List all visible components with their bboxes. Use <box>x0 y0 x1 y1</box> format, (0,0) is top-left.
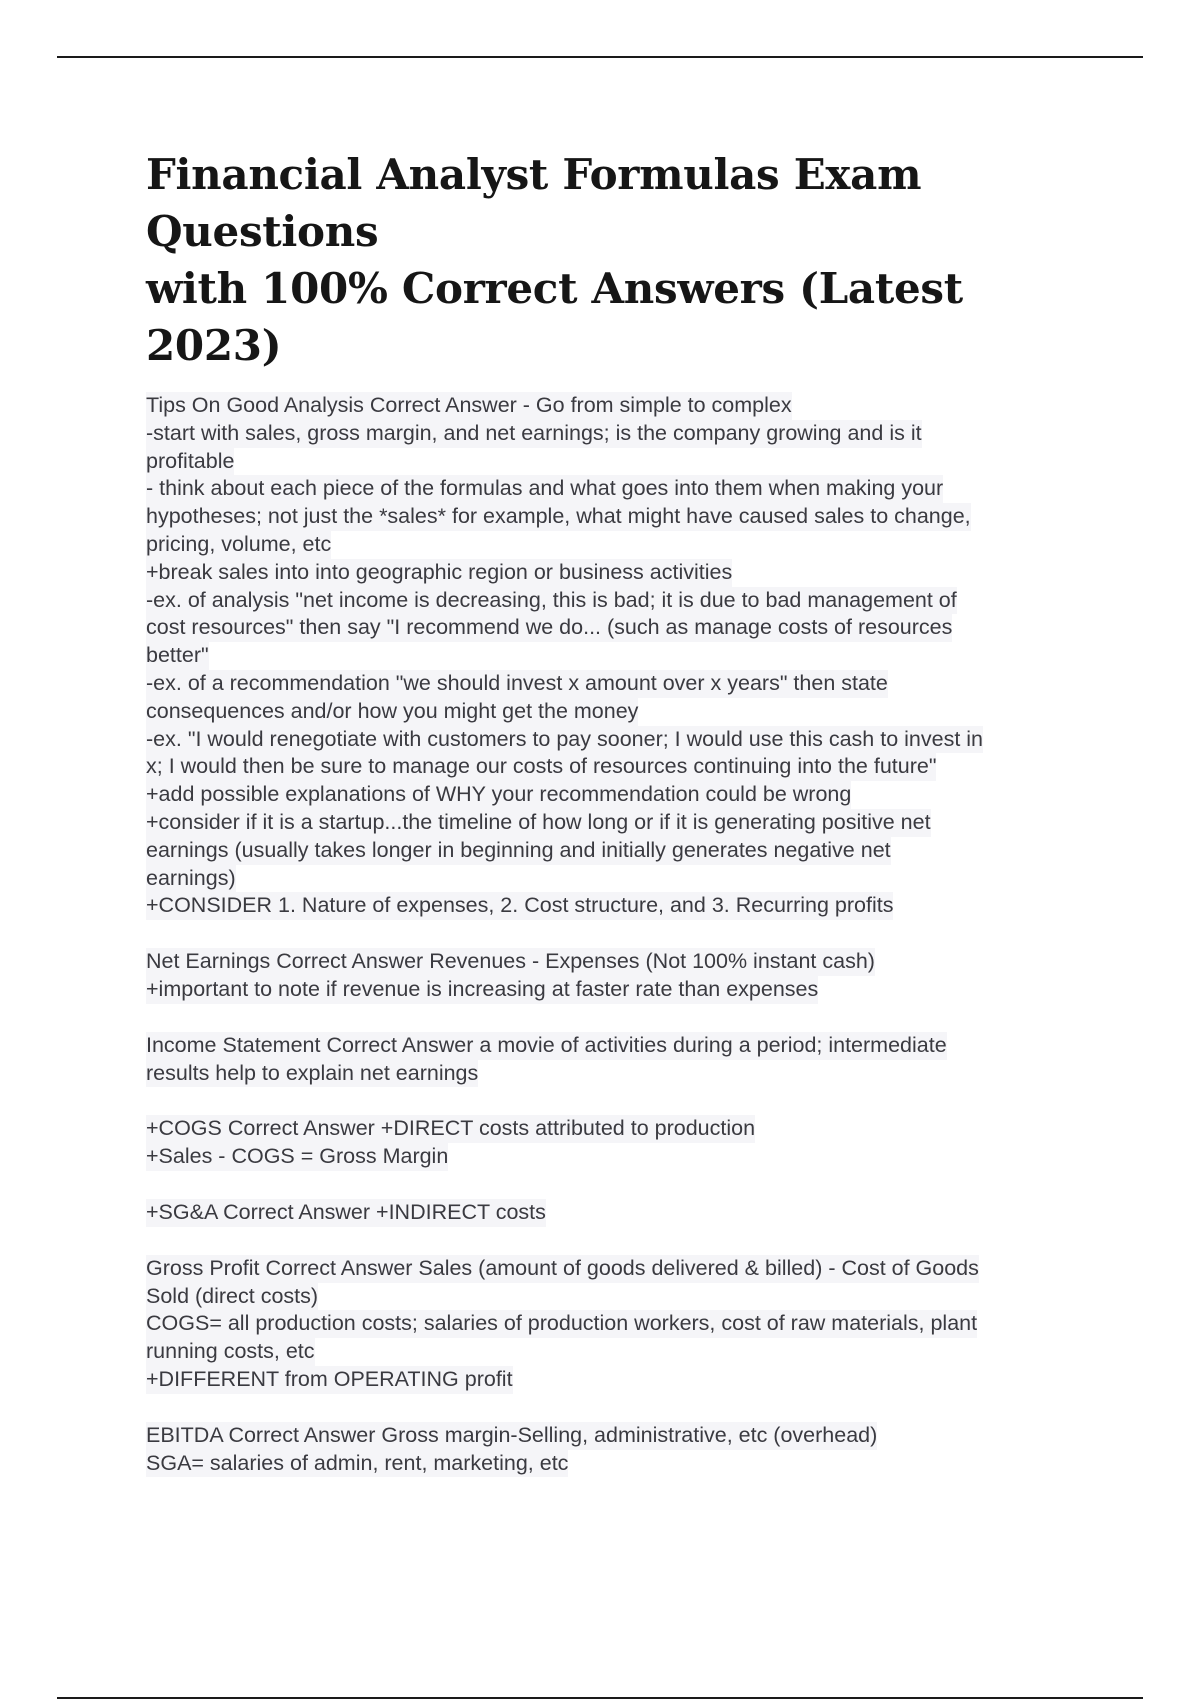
qa-text-line: consequences and/or how you might get the money <box>146 698 638 726</box>
qa-text-line: +important to note if revenue is increasing at faster rate than expenses <box>146 976 818 1004</box>
qa-text-line: +SG&A Correct Answer +INDIRECT costs <box>146 1199 546 1227</box>
qa-text-line: pricing, volume, etc <box>146 531 331 559</box>
qa-block <box>146 1422 1096 1478</box>
bottom-divider <box>57 1697 1143 1699</box>
qa-text-line: -ex. of a recommendation "we should invest x amount over x years" then state <box>146 670 888 698</box>
qa-text-line: Income Statement Correct Answer a movie of activities during a period; intermediate <box>146 1032 947 1060</box>
qa-text-line: running costs, etc <box>146 1338 315 1366</box>
qa-text-line: COGS= all production costs; salaries of production workers, cost of raw materials, plant <box>146 1310 977 1338</box>
qa-block <box>146 1032 1096 1088</box>
qa-list <box>146 392 1096 1477</box>
qa-text-line: +DIFFERENT from OPERATING profit <box>146 1366 513 1394</box>
qa-text-line: earnings (usually takes longer in beginning and initially generates negative net <box>146 837 891 865</box>
qa-text-line: +CONSIDER 1. Nature of expenses, 2. Cost structure, and 3. Recurring profits <box>146 892 893 920</box>
qa-text-line: hypotheses; not just the *sales* for example, what might have caused sales to change, <box>146 503 971 531</box>
qa-text-line: +consider if it is a startup...the timeline of how long or if it is generating positive net <box>146 809 931 837</box>
qa-text-line: -ex. "I would renegotiate with customers to pay sooner; I would use this cash to invest in <box>146 726 983 754</box>
qa-text-line: - think about each piece of the formulas and what goes into them when making your <box>146 475 943 503</box>
qa-text-line: Net Earnings Correct Answer Revenues - Expenses (Not 100% instant cash) <box>146 948 875 976</box>
qa-text-line: -start with sales, gross margin, and net earnings; is the company growing and is it <box>146 420 922 448</box>
qa-text-line: x; I would then be sure to manage our costs of resources continuing into the future" <box>146 753 936 781</box>
qa-text-line: SGA= salaries of admin, rent, marketing, etc <box>146 1450 568 1478</box>
qa-text-line: earnings) <box>146 865 236 893</box>
top-divider <box>57 56 1143 58</box>
qa-text-line: +add possible explanations of WHY your recommendation could be wrong <box>146 781 851 809</box>
qa-block <box>146 948 1096 1004</box>
title-line-2: with 100% Correct Answers (Latest 2023) <box>146 264 963 370</box>
qa-text-line: Sold (direct costs) <box>146 1283 318 1311</box>
document-body <box>146 146 1096 1505</box>
qa-text-line: Gross Profit Correct Answer Sales (amount of goods delivered & billed) - Cost of Goods <box>146 1255 979 1283</box>
qa-block <box>146 1199 1096 1227</box>
qa-text-line: results help to explain net earnings <box>146 1060 478 1088</box>
qa-text-line: +break sales into into geographic region or business activities <box>146 559 732 587</box>
qa-text-line: -ex. of analysis "net income is decreasing, this is bad; it is due to bad management of <box>146 587 957 615</box>
qa-text-line: better" <box>146 642 209 670</box>
qa-text-line: +COGS Correct Answer +DIRECT costs attributed to production <box>146 1115 755 1143</box>
qa-block <box>146 1255 1096 1394</box>
qa-block <box>146 1115 1096 1171</box>
qa-text-line: cost resources" then say "I recommend we do... (such as manage costs of resources <box>146 614 952 642</box>
qa-text-line: +Sales - COGS = Gross Margin <box>146 1143 448 1171</box>
document-title <box>146 146 1096 374</box>
title-line-1: Financial Analyst Formulas Exam Questions <box>146 150 922 256</box>
qa-text-line: EBITDA Correct Answer Gross margin-Selling, administrative, etc (overhead) <box>146 1422 877 1450</box>
qa-text-line: profitable <box>146 448 234 476</box>
qa-block <box>146 392 1096 920</box>
qa-text-line: Tips On Good Analysis Correct Answer - Go from simple to complex <box>146 392 792 420</box>
